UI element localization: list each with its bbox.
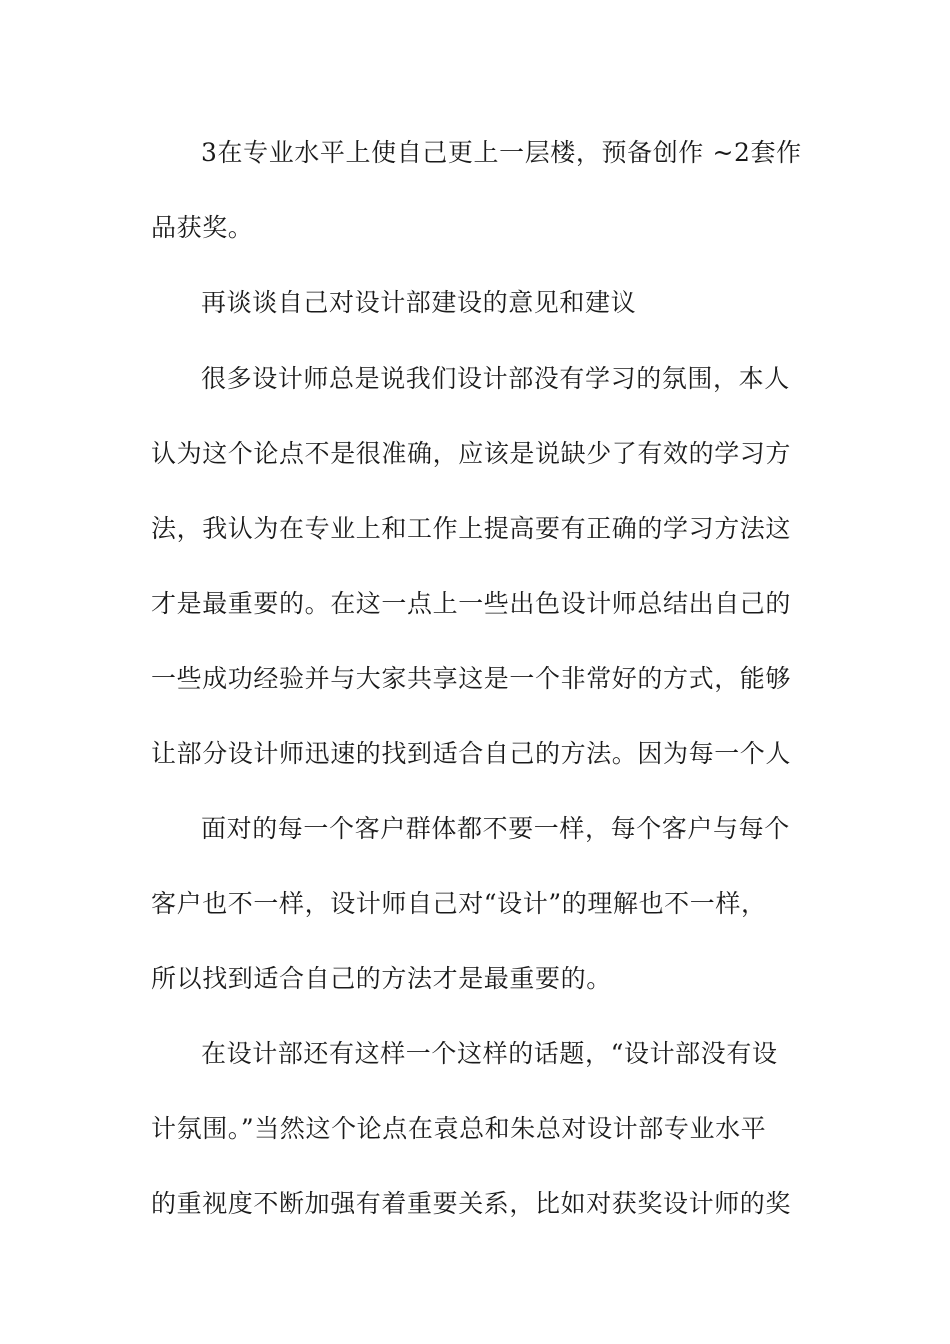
paragraph-line: 客户也不一样，设计师自己对“设计”的理解也不一样，: [151, 889, 767, 918]
paragraph-line: 计氛围。”当然这个论点在袁总和朱总对设计部专业水平: [151, 1114, 767, 1143]
paragraph-line: 让部分设计师迅速的找到适合自己的方法。因为每一个人: [151, 739, 792, 768]
paragraph-line: 品获奖。: [151, 213, 254, 242]
paragraph-line: 一些成功经验并与大家共享这是一个非常好的方式，能够: [151, 664, 792, 693]
section-heading: 再谈谈自己对设计部建设的意见和建议: [201, 288, 637, 317]
paragraph-line: 很多设计师总是说我们设计部没有学习的氛围，本人: [201, 364, 790, 393]
paragraph-line: 的重视度不断加强有着重要关系，比如对获奖设计师的奖: [151, 1189, 792, 1218]
paragraph-line: 才是最重要的。在这一点上一些出色设计师总结出自己的: [151, 589, 792, 618]
paragraph-line: 面对的每一个客户群体都不要一样，每个客户与每个: [201, 814, 790, 843]
paragraph-line: 认为这个论点不是很准确，应该是说缺少了有效的学习方: [151, 439, 792, 468]
paragraph-line: 3在专业水平上使自己更上一层楼，预备创作 ~2套作: [201, 138, 802, 167]
paragraph-line: 法，我认为在专业上和工作上提高要有正确的学习方法这: [151, 514, 792, 543]
paragraph-line: 所以找到适合自己的方法才是最重要的。: [151, 964, 612, 993]
paragraph-line: 在设计部还有这样一个这样的话题，“设计部没有设: [201, 1039, 778, 1068]
